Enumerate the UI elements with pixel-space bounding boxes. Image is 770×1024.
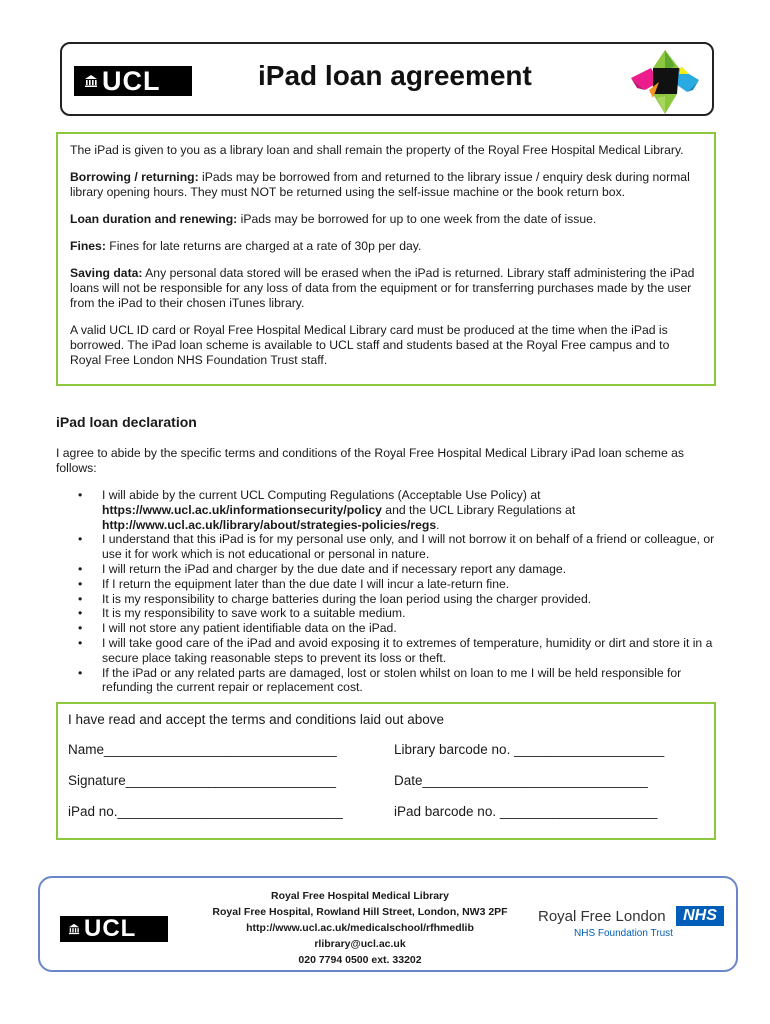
fines-label: Fines: [70,239,106,253]
portico-icon [84,74,98,88]
footer-ucl-logo [60,916,168,942]
loan-label: Loan duration and renewing: [70,212,238,226]
footer-contact [180,888,540,968]
declaration-list [56,488,716,695]
bullet: • [78,591,83,606]
item-text: I will abide by the current UCL Computing Regulations (Acceptable Use Policy) at [102,488,541,502]
signature-heading: I have read and accept the terms and conditions laid out above [68,712,444,727]
footer-ucl-logo-text: UCL [84,915,137,942]
policy-link[interactable]: https://www.ucl.ac.uk/informationsecurity/policy [102,502,382,517]
royal-free-logo-text: Royal Free London [538,908,666,925]
item-text: I will return the iPad and charger by the due date and if necessary report any damage. [102,561,567,576]
ipad-number-field[interactable]: iPad no.______________________________ [68,804,343,819]
declaration-heading: iPad loan declaration [56,414,197,430]
list-item [56,621,716,636]
item-text: If the iPad or any related parts are damaged, lost or stolen whilst on loan to me I will be held responsible for refunding the current repair or replacement cost. [102,665,682,695]
footer-address: Royal Free Hospital, Rowland Hill Street, London, NW3 2PF [212,906,508,918]
list-item [56,488,716,532]
ipad-barcode-field[interactable]: iPad barcode no. _____________________ [394,804,658,819]
royal-free-trust-text: NHS Foundation Trust [574,928,673,939]
item-text: . [436,517,440,532]
bullet: • [78,561,83,576]
footer-phone: 020 7794 0500 ext. 33202 [298,954,422,966]
regs-link[interactable]: http://www.ucl.ac.uk/library/about/strategies-policies/regs [102,517,437,532]
list-item [56,532,716,562]
borrowing-label: Borrowing / returning: [70,170,199,184]
list-item [56,666,716,696]
header-box [60,42,714,116]
terms-box [56,132,716,386]
nhs-logo: NHS [676,906,724,926]
bullet: • [78,532,83,547]
list-item [56,592,716,607]
terms-borrowing [70,170,702,200]
ucl-logo-text: UCL [102,65,161,96]
list-item [56,636,716,666]
saving-text: Any personal data stored will be erased when the iPad is returned. Library staff administering the iPad loans will not be responsible for any loss of data from the equipment or for transferring purchases made by the user from the iPad to their chosen iTunes library. [70,266,695,310]
footer-box [38,876,738,972]
terms-saving [70,266,702,311]
item-text: It is my responsibility to charge batteries during the loan period using the charger provided. [102,591,592,606]
bullet: • [78,635,83,650]
item-text: I understand that this iPad is for my personal use only, and I will not borrow it on behalf of a friend or colleague, or use it for work which is not educational or personal in nature. [102,532,715,562]
terms-id-card: A valid UCL ID card or Royal Free Hospital Medical Library card must be produced at the time when the iPad is borrowed. The iPad loan scheme is available to UCL staff and students based at the Royal Free campus and to Royal Free London NHS Foundation Trust staff. [70,323,670,367]
item-text: I will take good care of the iPad and avoid exposing it to extremes of temperature, humidity or dirt and store it in a secure place taking reasonable steps to prevent its loss or theft. [102,635,713,665]
bullet: • [78,488,83,502]
saving-label: Saving data: [70,266,143,280]
item-text: and the UCL Library Regulations at [381,502,576,517]
page-title: iPad loan agreement [258,60,532,91]
footer-library-name: Royal Free Hospital Medical Library [271,890,449,902]
terms-fines [70,239,702,254]
bullet: • [78,576,83,591]
name-field[interactable]: Name_______________________________ [68,742,337,757]
fines-text: Fines for late returns are charged at a rate of 30p per day. [105,239,422,253]
bullet: • [78,665,83,680]
list-item [56,606,716,621]
bullet: • [78,606,83,621]
signature-field[interactable]: Signature____________________________ [68,773,337,788]
item-text: It is my responsibility to save work to a suitable medium. [102,606,406,621]
item-text: I will not store any patient identifiable data on the iPad. [102,621,397,636]
diamond-logo-icon [627,48,703,116]
portico-icon [68,923,80,935]
date-field[interactable]: Date______________________________ [394,773,648,788]
item-text: If I return the equipment later than the due date I will incur a late-return fine. [102,576,510,591]
footer-email-link[interactable]: rlibrary@ucl.ac.uk [314,938,406,950]
terms-loan-duration [70,212,702,227]
list-item [56,562,716,577]
loan-text: iPads may be borrowed for up to one week from the date of issue. [237,212,597,226]
footer-website-link[interactable]: http://www.ucl.ac.uk/medicalschool/rfhmedlib [246,922,474,934]
terms-intro: The iPad is given to you as a library loan and shall remain the property of the Royal Free Hospital Medical Library. [70,143,684,157]
declaration-intro: I agree to abide by the specific terms and conditions of the Royal Free Hospital Medical Library iPad loan scheme as follows: [56,446,684,475]
list-item [56,577,716,592]
borrowing-text: iPads may be borrowed from and returned to the library issue / enquiry desk during normal library opening hours. They must NOT be returned using the self-issue machine or the book return box. [70,170,690,199]
ucl-logo [74,66,192,96]
bullet: • [78,621,83,636]
library-barcode-field[interactable]: Library barcode no. ____________________ [394,742,665,757]
signature-box [56,702,716,840]
